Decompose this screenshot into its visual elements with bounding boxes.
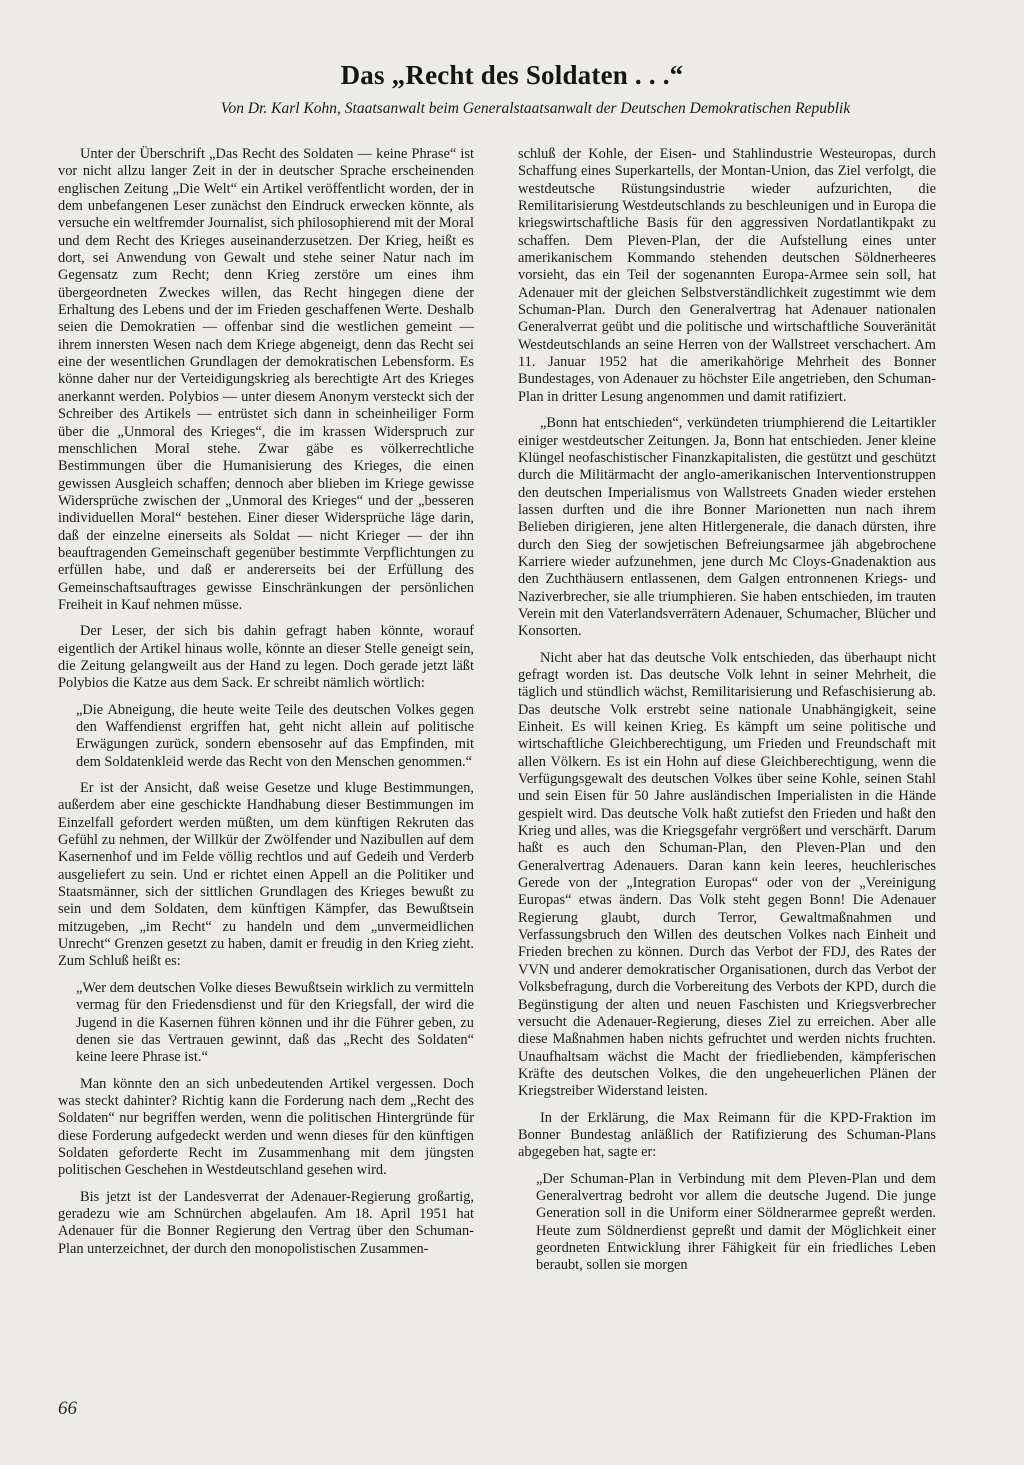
right-column bbox=[518, 146, 936, 1284]
block-quote: „Der Schuman-Plan in Verbindung mit dem Pleven-Plan und dem Generalvertrag bedroht vor allem die deutsche Jugend. Die junge Generation soll in die Uniform einer Söldnerarmee gepreßt werden. Heute zum Söldnerdienst gepreßt und damit der Möglichkeit einer geordneten Entwicklung ihrer Fähigkeit für ein friedliches Leben beraubt, sollen sie morgen bbox=[536, 1170, 936, 1274]
paragraph: Nicht aber hat das deutsche Volk entschieden, das überhaupt nicht gefragt worden ist. Das deutsche Volk lehnt in seiner Mehrheit, die täglich und stündlich wächst, Remilitarisierung und Refaschisierung ab. Das deutsche Volk erstrebt seine nationale Unabhängigkeit, seine Einheit. Es will keinen Krieg. Es kämpft um seine politische und wirtschaftliche Gleichberechtigung, um Frieden und Freundschaft mit allen Völkern. Es ist ein Hohn auf diese Gleichberechtigung, wenn die Verfügungsgewalt des deutschen Volkes über seine Kohle, seinen Stahl und sein Eisen für 50 Jahre ausländischen Imperialisten in die Hände gespielt wird. Das deutsche Volk haßt zutiefst den Frieden und haßt den Krieg und alles, was die Kriegsgefahr vergrößert und verschärft. Darum haßt es auch den Schuman-Plan, den Pleven-Plan und den Generalvertrag Adenauers. Daran kann kein leeres, heuchlerisches Gerede von der „Integration Europas“ oder von der „Vereinigung Europas“ etwas ändern. Das Volk steht gegen Bonn! Die Adenauer Regierung glaubt, durch Terror, Gewaltmaßnahmen und Verfassungsbruch den Willen des deutschen Volkes nach Einheit und Frieden brechen zu können. Durch das Verbot der FDJ, des Rates der VVN und anderer demokratischer Organisationen, durch das Verbot der Volksbefragung, durch die Vorbereitung des Verbots der KPD, durch die Begünstigung der alten und neuen Faschisten und Kriegsverbrecher versucht die Adenauer-Regierung, dieses Ziel zu erreichen. Aber alle diese Maßnahmen haben nichts gefruchtet und werden nichts fruchten. Unaufhaltsam wächst die Macht der friedliebenden, kämpferischen Kräfte des deutschen Volkes, die den ungeheuerlichen Plänen der Kriegstreiber Widerstand leisten. bbox=[518, 649, 936, 1100]
article-byline: Von Dr. Karl Kohn, Staatsanwalt beim Generalstaatsanwalt der Deutschen Demokratischen Republik bbox=[220, 100, 851, 117]
block-quote: „Die Abneigung, die heute weite Teile des deutschen Volkes gegen den Waffendienst ergriffen hat, geht nicht allein auf politische Erwägungen zurück, sondern ebensosehr auf das Empfinden, mit dem Soldatenkleid werde das Recht von den Menschen genommen.“ bbox=[76, 701, 474, 770]
paragraph: Der Leser, der sich bis dahin gefragt haben könnte, worauf eigentlich der Artikel hinaus wolle, könnte an dieser Stelle geneigt sein, die Zeitung gelangweilt aus der Hand zu legen. Doch gerade jetzt läßt Polybios die Katze aus dem Sack. Er schreibt nämlich wörtlich: bbox=[58, 623, 474, 692]
paragraph: schluß der Kohle, der Eisen- und Stahlindustrie Westeuropas, durch Schaffung eines Superkartells, der Montan-Union, das Ziel verfolgt, die westdeutsche Rüstungsindustrie wieder aufzurichten, die Remilitarisierung Westdeutschlands zu beschleunigen und in Europa die kriegswirtschaftliche Basis für den aggressiven Nordatlantikpakt zu schaffen. Dem Pleven-Plan, der die Aufstellung eines unter amerikanischem Kommando stehenden deutschen Söldnerheeres vorsieht, das ein Teil der sogenannten Europa-Armee sein soll, hat Adenauer mit der gleichen Selbstverständlichkeit zugestimmt wie dem Schuman-Plan. Durch den Generalvertrag hat Adenauer nationalen Generalverrat geübt und die politische und wirtschaftliche Souveränität Westdeutschlands an seine Herren von der Wallstreet verschachert. Am 11. Januar 1952 hat die amerikahörige Mehrheit des Bonner Bundestages, von Adenauer zu höchster Eile angetrieben, den Schuman-Plan in dritter Lesung angenommen und damit ratifiziert. bbox=[518, 146, 936, 405]
block-quote: „Wer dem deutschen Volke dieses Bewußtsein wirklich zu vermitteln vermag für den Friedensdienst und für den Kriegsfall, der wird die Jugend in die Kasernen führen können und ihr die Führer geben, zu denen sie das Vertrauen gewinnt, daß das „Recht des Soldaten“ keine leere Phrase ist.“ bbox=[76, 979, 474, 1066]
paragraph: Man könnte den an sich unbedeutenden Artikel vergessen. Doch was steckt dahinter? Richtig kann die Forderung nach dem „Recht des Soldaten“ nur begriffen werden, wenn die politischen Hintergründe für diese Forderung aufgedeckt werden und wenn dieses für den künftigen Soldaten geforderte Recht im Zusammenhang mit dem jüngsten politischen Geschehen in Westdeutschland gesehen wird. bbox=[58, 1075, 474, 1179]
paragraph: „Bonn hat entschieden“, verkündeten triumphierend die Leitartikler einiger westdeutscher Zeitungen. Ja, Bonn hat entschieden. Jener kleine Klüngel neofaschistischer Finanzkapitalisten, die gestützt und geschützt durch die Militärmacht der anglo-amerikanischen Interventionstruppen den deutschen Imperialismus von Wallstreets Gnaden wieder erstehen lassen durften und die ihre Bonner Marionetten nun nach ihrem Belieben dirigieren, jene alten Hitlergenerale, die danach dürsten, ihre durch den Sieg der sowjetischen Befreiungsarmee jäh abgebrochene Karriere wieder aufzunehmen, jene durch Mc Cloys-Gnadenaktion aus den Zuchthäusern entlassenen, dem Galgen entronnenen Kriegs- und Naziverbrecher, sie alle triumphieren. Sie haben entschieden, im trauten Verein mit den Vaterlandsverrätern Adenauer, Schumacher, Blücher und Konsorten. bbox=[518, 415, 936, 640]
paragraph: Bis jetzt ist der Landesverrat der Adenauer-Regierung großartig, geradezu wie am Schnürchen abgelaufen. Am 18. April 1951 hat Adenauer für die Bonner Regierung den Vertrag über den Schuman-Plan unterzeichnet, der durch den monopolistischen Zusammen- bbox=[58, 1188, 474, 1257]
paragraph: In der Erklärung, die Max Reimann für die KPD-Fraktion im Bonner Bundestag anläßlich der Ratifizierung des Schuman-Plans abgegeben hat, sagte er: bbox=[518, 1109, 936, 1161]
paragraph: Unter der Überschrift „Das Recht des Soldaten — keine Phrase“ ist vor nicht allzu langer Zeit in der in deutscher Sprache erscheinenden englischen Zeitung „Die Welt“ ein Artikel veröffentlicht worden, der in dem unbefangenen Leser zunächst den Eindruck erwecken könnte, als versuche ein weltfremder Journalist, sich philosophierend mit der Moral und dem Recht des Krieges auseinanderzusetzen. Der Krieg, heißt es dort, sei Anwendung von Gewalt und stehe seiner Natur nach im Gegensatz zum Recht; denn Krieg zerstöre um eines ihm übergeordneten Zweckes willen, das Recht hingegen diene der Erhaltung des Lebens und der im Frieden geschaffenen Werte. Deshalb seien die Demokratien — offenbar sind die westlichen gemeint — ihrem innersten Wesen nach dem Kriege abgeneigt, denn das Recht sei eine der wesentlichen Grundlagen der demokratischen Lebensform. Es könne daher nur der Verteidigungskrieg als berechtigte Art des Krieges anerkannt werden. Polybios — unter diesem Anonym versteckt sich der Schreiber des Artikels — entrüstet sich dann in scheinheiliger Form über die „Unmoral des Krieges“, die im krassen Widerspruch zur menschlichen Moral stehe. Zwar gäbe es völkerrechtliche Bestimmungen über die Humanisierung des Krieges, die einen gewissen Ausgleich schaffen; dennoch aber blieben im Kriege gewisse Widersprüche zwischen der „Unmoral des Krieges“ und der „besseren individuellen Moral“ bestehen. Einer dieser Widersprüche läge darin, daß der einzelne einerseits als Soldat — nicht Krieger — der ihn beauftragenden Gemeinschaft gegenüber bestimmte Verpflichtungen zu erfüllen habe, und daß er andererseits bei der Erfüllung des Gemeinschaftsauftrages gewisse Einschränkungen der persönlichen Freiheit in Kauf nehmen müsse. bbox=[58, 146, 475, 613]
article-title: Das „Recht des Soldaten . . .“ bbox=[340, 60, 684, 90]
paragraph: Er ist der Ansicht, daß weise Gesetze und kluge Bestimmungen, außerdem aber eine geschickte Handhabung dieser Bestimmungen im Einzelfall gefordert werden müßten, um dem künftigen Rekruten das Gefühl zu nehmen, der Willkür der Zwölfender und Nazibullen auf dem Kasernenhof und im Felde völlig rechtlos und auf Gedeih und Verderb ausgeliefert zu sein. Und er richtet einen Appell an die Politiker und Staatsmänner, sich der sittlichen Grundlagen des Krieges bewußt zu sein und dem Soldaten, dem künftigen Kämpfer, das Bewußtsein mitzugeben, „im Recht“ zu handeln und dem „unvermeidlichen Unrecht“ Grenzen gesetzt zu haben, damit er freudig in den Krieg zieht. Zum Schluß heißt es: bbox=[58, 780, 474, 970]
page-number: 66 bbox=[58, 1398, 77, 1419]
left-column bbox=[58, 146, 474, 1267]
